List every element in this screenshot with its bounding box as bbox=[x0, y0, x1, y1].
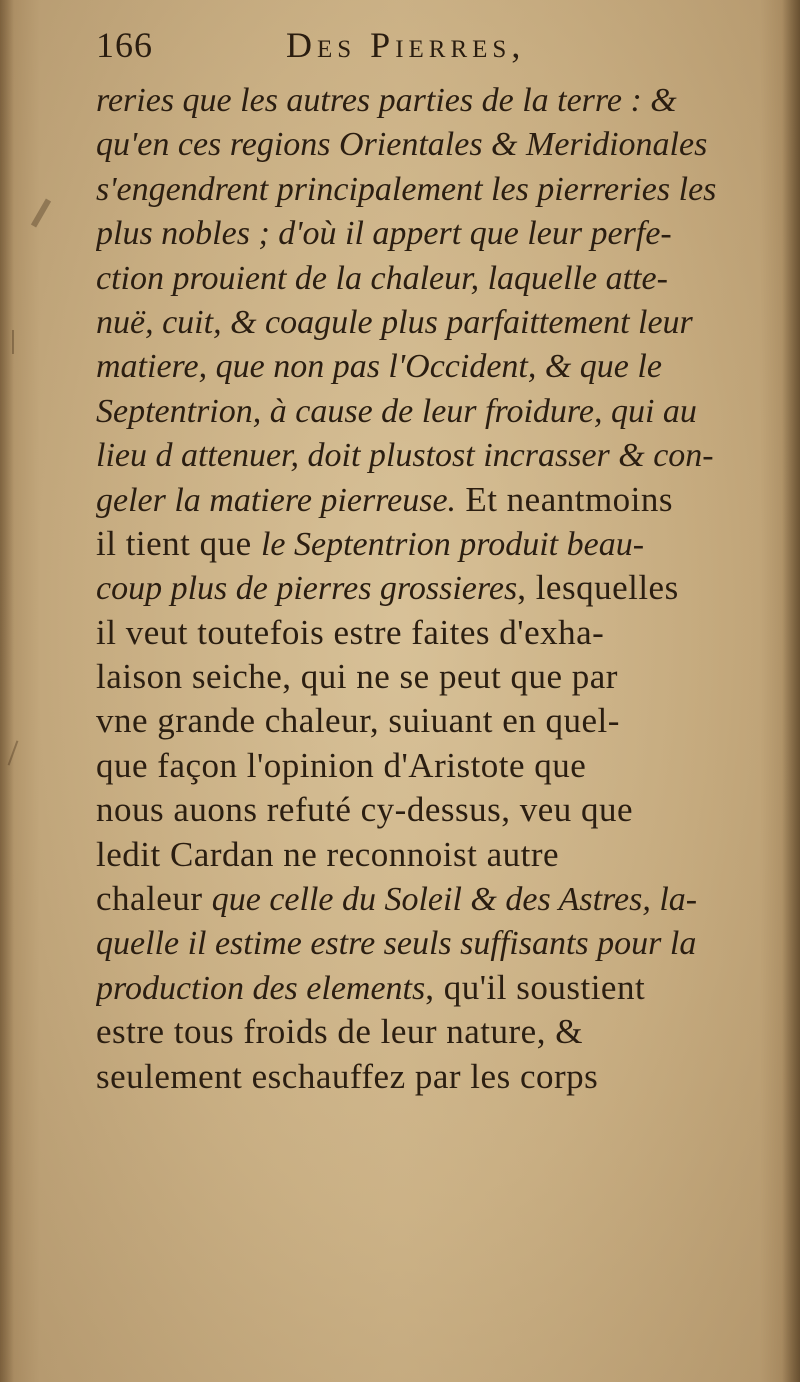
text-line bbox=[96, 699, 768, 743]
text-line bbox=[96, 611, 768, 655]
roman-run: , qu'il soustient bbox=[425, 967, 646, 1007]
italic-run: nuë, cuit, & coagule plus parfaittement leur bbox=[96, 303, 693, 341]
roman-run: ledit Cardan ne reconnoist autre bbox=[96, 834, 560, 874]
text-line bbox=[96, 211, 768, 255]
page-edge-shadow bbox=[782, 0, 800, 1382]
text-line bbox=[96, 122, 768, 166]
italic-run: plus nobles ; d'où il appert que leur perfe- bbox=[96, 215, 672, 253]
page-gutter-shadow bbox=[0, 0, 14, 1382]
italic-run: coup plus de pierres grossieres bbox=[96, 570, 518, 608]
italic-run: lieu d attenuer, doit plustost incrasser & con- bbox=[96, 437, 714, 475]
text-line bbox=[96, 744, 768, 788]
italic-run: geler la matiere pierreuse. bbox=[96, 481, 457, 519]
text-line bbox=[96, 522, 768, 566]
running-head: Des Pierres, bbox=[286, 25, 526, 65]
text-line bbox=[96, 389, 768, 433]
text-line bbox=[96, 344, 768, 388]
roman-run: nous auons refuté cy-dessus, veu que bbox=[96, 790, 634, 830]
text-line bbox=[96, 921, 768, 965]
text-line bbox=[96, 566, 768, 610]
roman-run: , lesquelles bbox=[517, 568, 679, 608]
roman-run: vne grande chaleur, suiuant en quel- bbox=[96, 701, 620, 741]
text-line bbox=[96, 655, 768, 699]
text-line bbox=[96, 256, 768, 300]
roman-run: que façon l'opinion d'Aristote que bbox=[96, 745, 587, 785]
italic-run: Septentrion, à cause de leur froidure, qui au bbox=[96, 392, 697, 430]
margin-ink-mark bbox=[12, 330, 14, 354]
text-line bbox=[96, 167, 768, 211]
italic-run: ction prouient de la chaleur, laquelle atte- bbox=[96, 259, 668, 297]
italic-run: qu'en ces regions Orientales & Meridionales bbox=[96, 126, 708, 164]
roman-run: chaleur bbox=[96, 879, 212, 919]
italic-run: que celle du Soleil & des Astres, la- bbox=[211, 881, 698, 919]
text-line bbox=[96, 788, 768, 832]
roman-run: Et neantmoins bbox=[456, 479, 674, 519]
roman-run: il tient que bbox=[96, 523, 261, 563]
text-line bbox=[96, 833, 768, 877]
italic-run: reries que les autres parties de la terre : & bbox=[96, 82, 677, 119]
text-line bbox=[96, 1010, 768, 1054]
text-line bbox=[96, 433, 768, 477]
roman-run: seulement eschauffez par les corps bbox=[96, 1056, 599, 1096]
text-line bbox=[96, 966, 768, 1010]
text-line bbox=[96, 78, 768, 122]
page-header bbox=[96, 22, 756, 74]
text-line bbox=[96, 877, 768, 921]
margin-ink-mark bbox=[31, 199, 51, 228]
roman-run: laison seiche, qui ne se peut que par bbox=[96, 657, 618, 697]
italic-run: matiere, que non pas l'Occident, & que le bbox=[96, 348, 662, 386]
roman-run: estre tous froids de leur nature, & bbox=[96, 1012, 583, 1052]
text-line bbox=[96, 478, 768, 522]
italic-run: s'engendrent principalement les pierreries les bbox=[96, 170, 717, 208]
text-line bbox=[96, 300, 768, 344]
body-text bbox=[96, 78, 768, 1099]
italic-run: le Septentrion produit beau- bbox=[260, 525, 645, 563]
italic-run: production des elements bbox=[96, 969, 426, 1007]
page-number: 166 bbox=[96, 25, 153, 65]
italic-run: quelle il estime estre seuls suffisants pour la bbox=[96, 925, 697, 963]
text-line bbox=[96, 1055, 768, 1099]
roman-run: il veut toutefois estre faites d'exha- bbox=[96, 612, 605, 652]
